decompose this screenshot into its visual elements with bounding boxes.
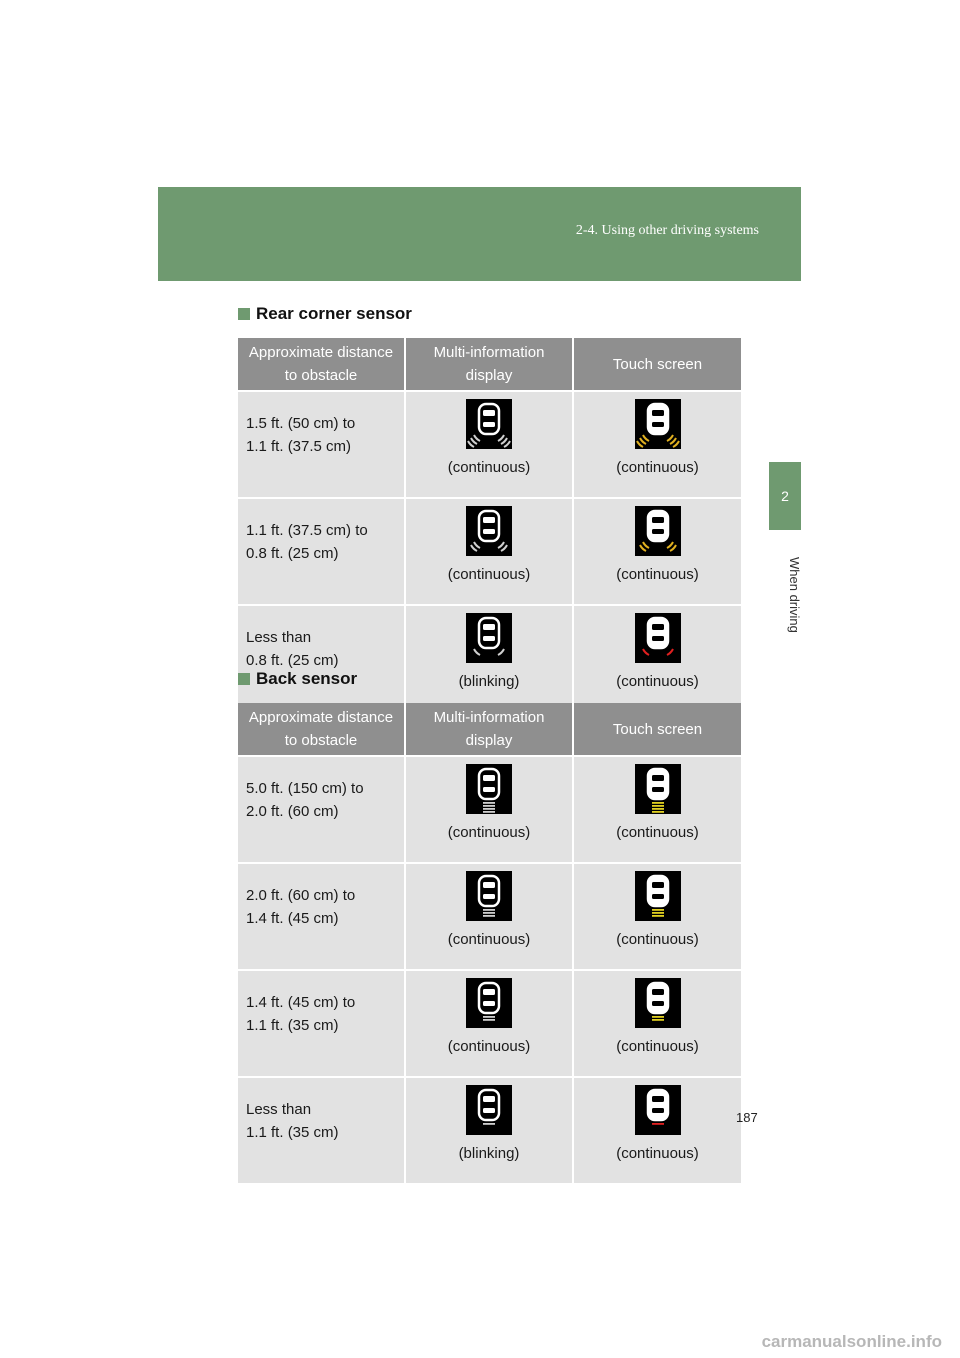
table-row: [238, 605, 741, 712]
distance-line-2: 2.0 ft. (60 cm): [246, 803, 339, 820]
back-sensor-table: [238, 703, 741, 1185]
table-row: [238, 970, 741, 1077]
car-sensor-icon: [466, 1085, 512, 1135]
mode-caption: (continuous): [616, 566, 699, 583]
mode-caption: (continuous): [447, 824, 531, 841]
mode-caption: (continuous): [616, 931, 699, 948]
mode-caption: (continuous): [447, 566, 531, 583]
distance-cell: [238, 1077, 405, 1184]
mode-caption: (continuous): [616, 824, 699, 841]
car-sensor-icon: [466, 399, 512, 449]
mode-caption: (continuous): [616, 459, 699, 476]
table-header-row: [238, 703, 741, 756]
multi-info-cell: [405, 756, 573, 863]
mode-caption: (blinking): [458, 1145, 520, 1162]
touch-screen-cell: [573, 391, 741, 498]
distance-line-1: 1.4 ft. (45 cm) to: [246, 994, 356, 1011]
distance-line-1: 2.0 ft. (60 cm) to: [246, 887, 356, 904]
square-bullet-icon: [238, 673, 250, 685]
touch-screen-cell: [573, 1077, 741, 1184]
column-header-distance: Approximate distance to obstacle: [238, 703, 405, 756]
column-header-touch: Touch screen: [573, 338, 741, 391]
table-row: [238, 863, 741, 970]
distance-line-2: 1.1 ft. (35 cm): [246, 1124, 339, 1141]
car-sensor-icon: [466, 764, 512, 814]
distance-line-1: 1.1 ft. (37.5 cm) to: [246, 522, 368, 539]
table-header-row: [238, 338, 741, 391]
mode-caption: (continuous): [447, 459, 531, 476]
back-sensor-title: Back sensor: [256, 669, 358, 688]
column-header-multi-info: Multi-information display: [405, 338, 573, 391]
distance-cell: [238, 605, 405, 712]
rear-corner-title: Rear corner sensor: [256, 304, 412, 323]
distance-cell: [238, 970, 405, 1077]
car-sensor-icon: [635, 871, 681, 921]
distance-cell: [238, 863, 405, 970]
back-sensor-heading: [238, 669, 357, 689]
multi-info-cell: [405, 605, 573, 712]
car-sensor-icon: [466, 506, 512, 556]
rear-corner-table: [238, 338, 741, 713]
car-sensor-icon: [466, 613, 512, 663]
car-sensor-icon: [635, 1085, 681, 1135]
chapter-tab: 2: [769, 462, 801, 530]
square-bullet-icon: [238, 308, 250, 320]
car-sensor-icon: [466, 871, 512, 921]
page-number: 187: [736, 1110, 758, 1125]
table-row: [238, 391, 741, 498]
column-header-multi-info: Multi-information display: [405, 703, 573, 756]
section-title: 2-4. Using other driving systems: [575, 223, 759, 238]
mode-caption: (continuous): [447, 1038, 531, 1055]
table-row: [238, 1077, 741, 1184]
mode-caption: (continuous): [616, 1038, 699, 1055]
mode-caption: (continuous): [616, 673, 699, 690]
mode-caption: (blinking): [458, 673, 520, 690]
distance-line-1: Less than: [246, 629, 312, 646]
car-sensor-icon: [635, 764, 681, 814]
multi-info-cell: [405, 863, 573, 970]
multi-info-cell: [405, 391, 573, 498]
column-header-distance: Approximate distance to obstacle: [238, 338, 405, 391]
distance-line-1: 1.5 ft. (50 cm) to: [246, 415, 356, 432]
distance-line-1: 5.0 ft. (150 cm) to: [246, 780, 364, 797]
multi-info-cell: [405, 970, 573, 1077]
touch-screen-cell: [573, 970, 741, 1077]
distance-line-2: 1.4 ft. (45 cm): [246, 910, 339, 927]
car-sensor-icon: [635, 399, 681, 449]
touch-screen-cell: [573, 498, 741, 605]
touch-screen-cell: [573, 863, 741, 970]
car-sensor-icon: [635, 613, 681, 663]
car-sensor-icon: [635, 506, 681, 556]
rear-corner-heading: [238, 304, 412, 324]
multi-info-cell: [405, 498, 573, 605]
distance-line-2: 1.1 ft. (37.5 cm): [246, 438, 352, 455]
touch-screen-cell: [573, 605, 741, 712]
distance-cell: [238, 756, 405, 863]
column-header-touch: Touch screen: [573, 703, 741, 756]
car-sensor-icon: [635, 978, 681, 1028]
multi-info-cell: [405, 1077, 573, 1184]
car-sensor-icon: [466, 978, 512, 1028]
mode-caption: (continuous): [447, 931, 531, 948]
watermark: carmanualsonline.info: [761, 1332, 942, 1351]
mode-caption: (continuous): [616, 1145, 699, 1162]
distance-line-2: 1.1 ft. (35 cm): [246, 1017, 339, 1034]
distance-cell: [238, 498, 405, 605]
distance-line-2: 0.8 ft. (25 cm): [246, 652, 339, 669]
header-band: [158, 187, 801, 281]
touch-screen-cell: [573, 756, 741, 863]
distance-line-1: Less than: [246, 1101, 312, 1118]
table-row: [238, 498, 741, 605]
distance-line-2: 0.8 ft. (25 cm): [246, 545, 339, 562]
distance-cell: [238, 391, 405, 498]
table-row: [238, 756, 741, 863]
chapter-label: When driving: [787, 557, 802, 633]
